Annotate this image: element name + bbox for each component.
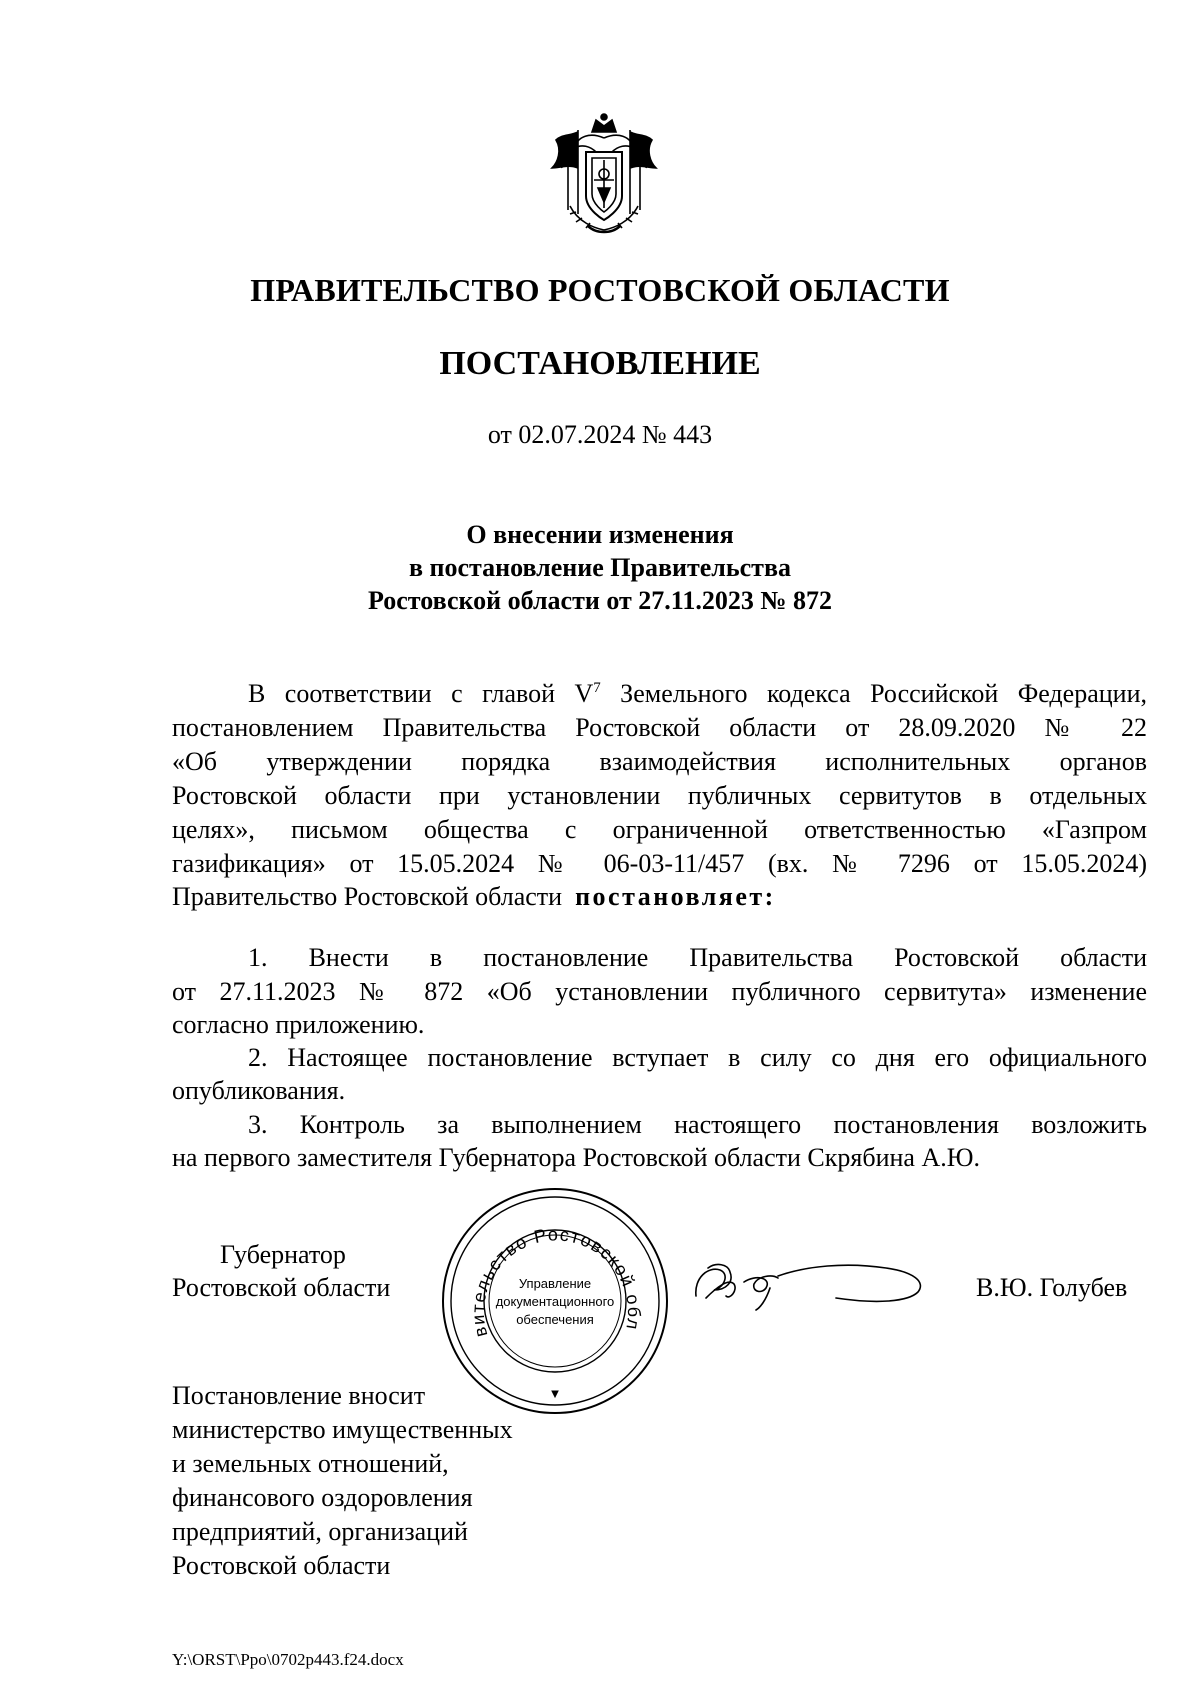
signatory-position-line-1: Губернатор [220, 1240, 346, 1269]
handwritten-signature [686, 1248, 936, 1316]
subject-line-2: в постановление Правительства [408, 553, 791, 582]
submitted-by-line-1: Постановление вносит [172, 1381, 426, 1410]
preamble-line-5: целях», письмом общества с ограниченной ответственностью «Газпром [172, 815, 1147, 844]
item-3-line-2: на первого заместителя Губернатора Ростовской области Скрябина А.Ю. [172, 1143, 980, 1172]
document-type: ПОСТАНОВЛЕНИЕ [439, 345, 761, 382]
signatory-position-line-2: Ростовской области [172, 1273, 391, 1302]
submitted-by-line-4: финансового оздоровления [172, 1483, 473, 1512]
seal-inner-line-1: Управление [518, 1276, 592, 1291]
seal-outer-text: вительство Ростовской обл [467, 1224, 645, 1340]
signatory-name: В.Ю. Голубев [976, 1273, 1128, 1302]
submitted-by-line-2: министерство имущественных [172, 1415, 513, 1444]
subject-line-1: О внесении изменения [466, 520, 734, 549]
decree-word: постановляет: [575, 882, 776, 911]
official-seal [437, 1183, 673, 1419]
file-path: Y:\ORST\Ppo\0702p443.f24.docx [172, 1650, 404, 1669]
submitted-by-line-5: предприятий, организаций [172, 1517, 468, 1546]
item-2-line-1: 2. Настоящее постановление вступает в силу со дня его официального [248, 1043, 1147, 1072]
item-2-line-2: опубликования. [172, 1076, 346, 1105]
preamble-line-1: В соответствии с главой $V^7$ Земельного кодекса Российской Федерации, [248, 679, 1147, 708]
document-date-number: от 02.07.2024 № 443 [487, 420, 713, 449]
seal-inner-line-2: документационного [495, 1294, 615, 1309]
item-1-line-3: согласно приложению. [172, 1010, 425, 1039]
item-3-line-1: 3. Контроль за выполнением настоящего постановления возложить [248, 1110, 1147, 1139]
submitted-by-line-6: Ростовской области [172, 1551, 391, 1580]
item-1-line-2: от 27.11.2023 № 872 «Об установлении публичного сервитута» изменение [172, 977, 1147, 1006]
preamble-line-3: «Об утверждении порядка взаимодействия исполнительных органов [172, 747, 1147, 776]
coat-of-arms-icon [548, 110, 660, 236]
seal-inner-line-3: обеспечения [516, 1312, 594, 1327]
submitted-by-line-3: и земельных отношений, [172, 1449, 449, 1478]
government-title: ПРАВИТЕЛЬСТВО РОСТОВСКОЙ ОБЛАСТИ [250, 272, 950, 308]
preamble-line-2: постановлением Правительства Ростовской области от 28.09.2020 № 22 [172, 713, 1147, 742]
preamble-line-7: Правительство Ростовской области постановляет: [172, 882, 776, 911]
item-1-line-1: 1. Внести в постановление Правительства Ростовской области [248, 943, 1147, 972]
preamble-line-4: Ростовской области при установлении публичных сервитутов в отдельных [172, 781, 1147, 810]
preamble-line-6: газификация» от 15.05.2024 № 06-03-11/457 (вх. № 7296 от 15.05.2024) [172, 849, 1147, 878]
subject-line-3: Ростовской области от 27.11.2023 № 872 [368, 586, 832, 615]
